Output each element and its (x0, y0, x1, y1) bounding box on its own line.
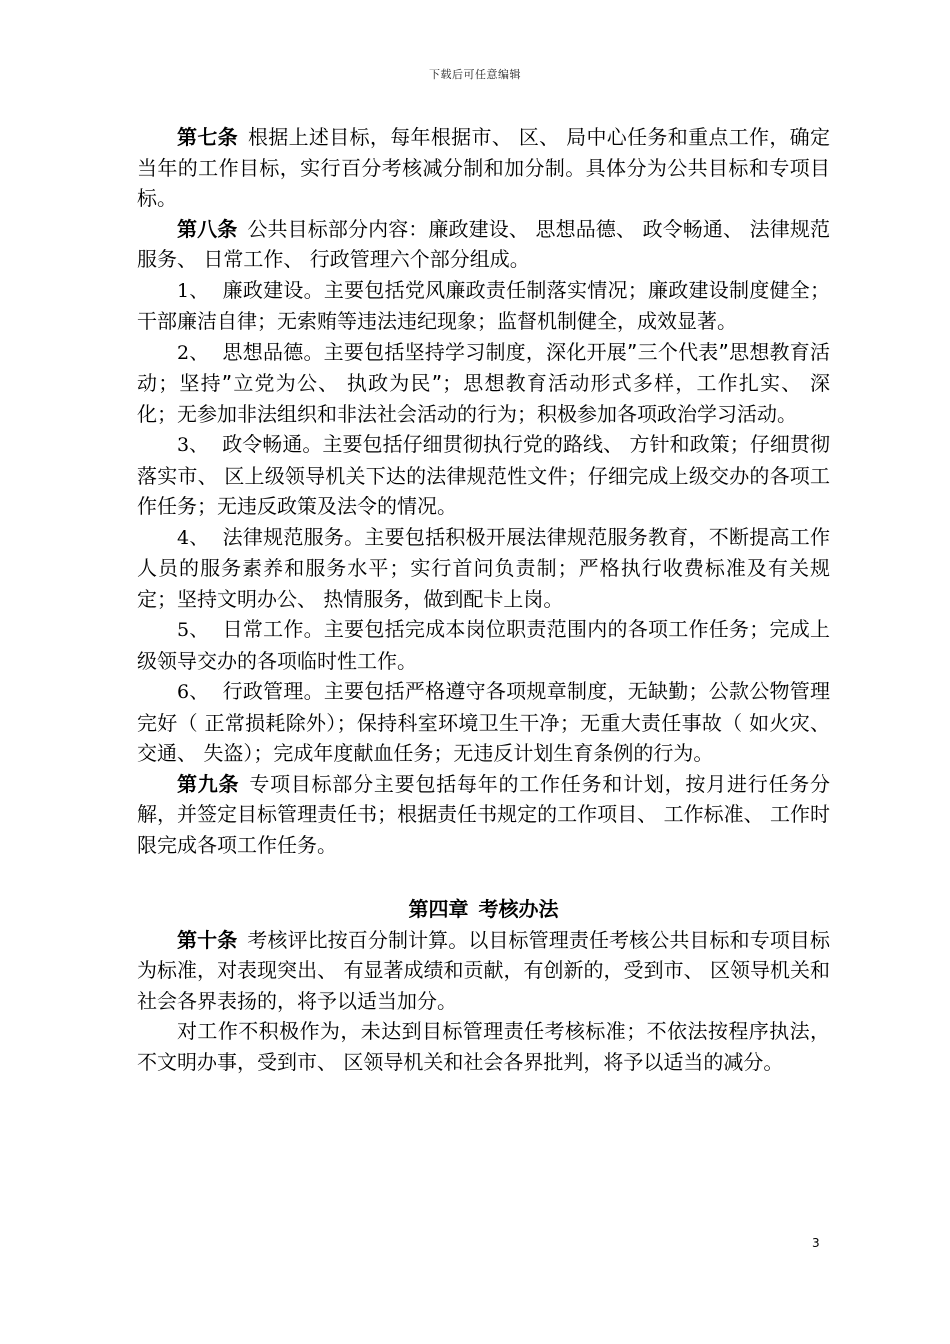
list-item (137, 522, 830, 615)
list-item-text: 法律规范服务。主要包括积极开展法律规范服务教育，不断提高工作人员的服务素养和服务水平；实行首问负责制；严格执行收费标准及有关规定；坚持文明办公、 热情服务，做到配卡上岗。 (137, 524, 831, 611)
document-body (137, 122, 830, 1077)
article-10 (137, 925, 830, 1017)
article-9 (137, 769, 830, 861)
list-item-number: 6、 (177, 681, 209, 703)
article-9-text: 专项目标部分主要包括每年的工作任务和计划，按月进行任务分解，并签定目标管理责任书；根据责任书规定的工作项目、 工作标准、 工作时限完成各项工作任务。 (137, 771, 831, 857)
list-item-number: 4、 (177, 526, 209, 549)
list-item-text: 行政管理。主要包括严格遵守各项规章制度，无缺勤；公款公物管理完好（ 正常损耗除外）；保持科室环境卫生干净；无重大责任事故（ 如火灾、 交通、 失盗）；完成年度献血任务；无违反计划生育条例的行为。 (137, 679, 831, 765)
list-item-number: 3、 (177, 434, 209, 456)
page-number: 3 (812, 1236, 820, 1250)
article-8-lead: 第八条 (177, 216, 238, 241)
list-item-text: 廉政建设。主要包括党风廉政责任制落实情况；廉政建设制度健全；干部廉洁自律；无索贿等违法违纪现象；监督机制健全，成效显著。 (137, 277, 831, 333)
chapter-title: 考核办法 (478, 897, 559, 921)
list-item (137, 676, 830, 769)
list-item-number: 2、 (177, 341, 209, 364)
closing-paragraph: 对工作不积极作为，未达到目标管理责任考核标准；不依法按程序执法，不文明办事，受到市、 区领导机关和社会各界批判，将予以适当的减分。 (137, 1019, 830, 1074)
article-7-text: 根据上述目标，每年根据市、 区、 局中心任务和重点工作，确定当年的工作目标，实行百分考核减分制和加分制。具体分为公共目标和专项目标。 (137, 125, 831, 210)
article-10-text: 考核评比按百分制计算。以目标管理责任考核公共目标和专项目标为标准，对表现突出、 有显著成绩和贡献，有创新的，受到市、 区领导机关和社会各界表扬的，将予以适当加分。 (137, 927, 831, 1013)
list-item (137, 337, 830, 430)
list-item-text: 政令畅通。主要包括仔细贯彻执行党的路线、 方针和政策；仔细贯彻落实市、 区上级领导机关下达的法律规范性文件；仔细完成上级交办的各项工作任务；无违反政策及法令的情况。 (137, 432, 830, 518)
article-8 (137, 214, 830, 275)
list-item-text: 思想品德。主要包括坚持学习制度，深化开展”三个代表”思想教育活动；坚持”立党为公、 执政为民”；思想教育活动形式多样，工作扎实、 深化；无参加非法组织和非法社会活动的行为；积极参加各项政治学习活动。 (137, 339, 830, 426)
article-7-lead: 第七条 (177, 125, 238, 149)
list-item-text: 日常工作。主要包括完成本岗位职责范围内的各项工作任务；完成上级领导交办的各项临时性工作。 (137, 617, 831, 673)
list-item (137, 429, 830, 522)
chapter-heading (137, 894, 830, 925)
list-item (137, 614, 830, 676)
article-8-text: 公共目标部分内容：廉政建设、 思想品德、 政令畅通、 法律规范服务、 日常工作、 行政管理六个部分组成。 (137, 216, 830, 271)
chapter-number: 第四章 (408, 897, 469, 921)
article-9-lead: 第九条 (177, 771, 240, 796)
list-item-number: 5、 (177, 619, 209, 641)
list-item (137, 275, 830, 337)
article-10-lead: 第十条 (177, 927, 238, 952)
header-note: 下载后可任意编辑 (429, 68, 521, 81)
list-item-number: 1、 (177, 279, 209, 302)
article-7 (137, 122, 830, 214)
